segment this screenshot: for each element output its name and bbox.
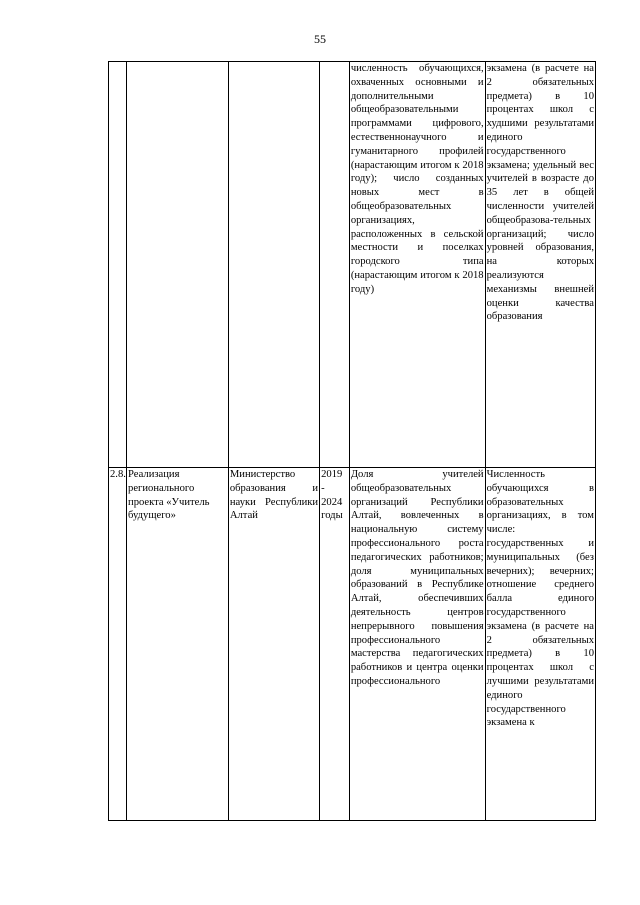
cell-event-name: Реализация регионального проекта «Учитель будущего» bbox=[127, 468, 229, 821]
cell-number bbox=[109, 62, 127, 468]
cell-related-indicators: экзамена (в расчете на 2 обязательных предмета) в 10 процентах школ с худшими результатами единого государственного экзамена; удельный вес учителей в возрасте до 35 лет в общей численности учителей общеобразова-тельных организаций; число уровней образования, на которых реализуются механизмы внешней оценки качества образования bbox=[485, 62, 595, 468]
cell-indicators: Доля учителей общеобразовательных организаций Республики Алтай, вовлеченных в национальную систему профессионального роста педагогических работников; доля муниципальных образований в Республике Алтай, обеспечивших деятельность центров непрерывного повышения профессионального мастерства педагогических работников и центра оценки профессионального bbox=[349, 468, 485, 821]
cell-related-indicators: Численность обучающихся в образовательных организациях, в том числе: государственных и муниципальных (без вечерних); вечерних; отношение среднего балла единого государственного экзамена (в расчете на 2 обязательных предмета) в 10 процентах школ с лучшими результатами единого государственного экзамена к bbox=[485, 468, 595, 821]
table-row bbox=[109, 468, 596, 821]
cell-period: 2019 - 2024 годы bbox=[320, 468, 350, 821]
cell-executor: Министерство образования и науки Республики Алтай bbox=[228, 468, 319, 821]
cell-executor bbox=[228, 62, 319, 468]
table-row bbox=[109, 62, 596, 468]
cell-event-name bbox=[127, 62, 229, 468]
page-number: 55 bbox=[314, 32, 326, 46]
cell-indicators: численность обучающихся, охваченных основными и дополнительными общеобразовательными программами цифрового, естественнонаучного и гуманитарного профилей (нарастающим итогом к 2018 году); число созданных новых мест в общеобразовательных организациях, расположенных в сельской местности и поселках городского типа (нарастающим итогом к 2018 году) bbox=[349, 62, 485, 468]
program-table bbox=[108, 61, 596, 821]
cell-number: 2.8. bbox=[109, 468, 127, 821]
cell-period bbox=[320, 62, 350, 468]
